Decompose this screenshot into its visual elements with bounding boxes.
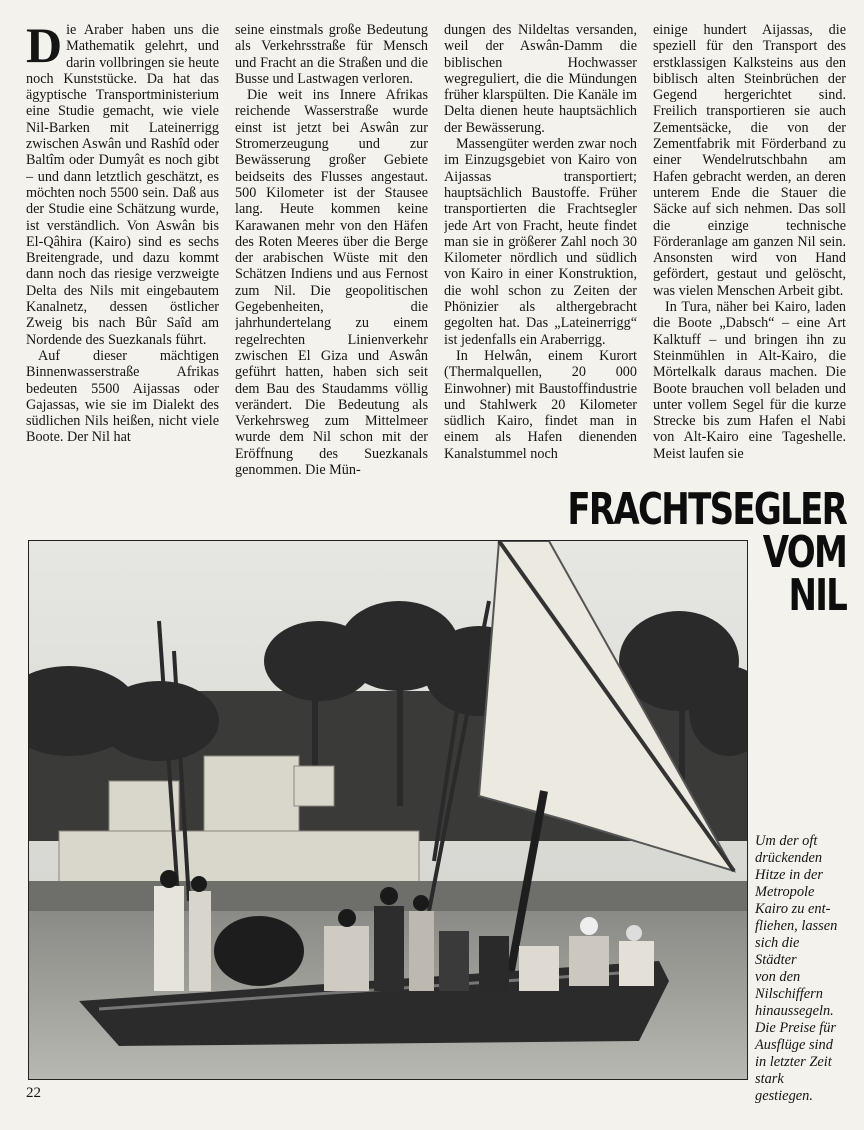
caption-line: fliehen, lassen [755, 918, 838, 934]
caption-line: gestiegen. [755, 1088, 813, 1104]
photo-caption [755, 833, 849, 1105]
article-column-1 [26, 22, 219, 477]
caption-line: Nilschiffern [755, 986, 823, 1002]
article-paragraph: Massengüter werden zwar noch im Einzugsgebiet von Kairo von Aijassas transportiert; hauptsächlich Baustoffe. Früher transportierten die Frachtsegler jede Art von Fracht, heute findet man sie in größerer Zahl noch 30 Kilometer nördlich und südlich von Kairo in einer Konstruktion, die wohl schon zu Zeiten der Phönizier als althergebracht gegolten hat. Das „Lateinerrigg“ ist jedenfalls ein Araberrigg. [444, 136, 637, 348]
caption-line: Kairo zu ent- [755, 901, 831, 917]
caption-line: drückenden [755, 850, 823, 866]
caption-line: Hitze in der [755, 867, 823, 883]
caption-line: Städter [755, 952, 797, 968]
article-paragraph [26, 22, 219, 348]
headline-line-2: VOM [762, 527, 846, 578]
paragraph-text: ie Araber haben uns die Mathematik gelehrt, und darin vollbringen sie heute noch Kunststücke. Da hat das ägyptische Transportministerium eine Studie gemacht, wie viele Nil-Barken mit Lateinerrigg zwischen Aswân und Rashîd oder Baltîm oder Dumyât es noch gibt – und dann letztlich geschätzt, es möchten noch 5500 sein. Daß aus der Studie eine Schätzung wurde, ist verständlich. Von Aswân bis El-Qâhira (Kairo) sind es sechs Breitengrade, und dazu kommt dann noch das riesige verzweigte Delta des Nils mit eingebautem Kanalnetz, dessen östlicher Zweig bis nach Bûr Saîd am Nordende des Suezkanals führt. [26, 22, 219, 348]
headline-line-3: NIL [788, 570, 846, 621]
headline-line-1: FRACHTSEGLER [567, 484, 846, 535]
article-paragraph: In Helwân, einem Kurort (Thermalquellen, 20 000 Einwohner) mit Baustoffindustrie und Stahlwerk 20 Kilometer südlich Kairo, findet man in einem als Hafen dienenden Kanalstummel noch [444, 347, 637, 462]
article-paragraph: seine einstmals große Bedeutung als Verkehrsstraße für Mensch und Fracht an die Straßen und die Busse und Lastwagen verloren. [235, 22, 428, 87]
drop-cap: D [26, 22, 63, 73]
article-paragraph: einige hundert Aijassas, die speziell für den Transport des erstklassigen Kalksteins aus den biblisch alten Steinbrüchen der Gegend hergerichtet sind. Freilich transportieren sie auch Zementsäcke, die von der Zementfabrik mit Förderband zu einer Wendelrutschbahn am Hafen gebracht werden, an deren unterem Ende die Stauer die Säcke auf sich nehmen. Das soll die einzige technische Förderanlage am ganzen Nil sein. Ansonsten wird von Hand gefördert, gestaut und gelöscht, was vielen Menschen Arbeit gibt. [653, 22, 846, 299]
caption-line: Die Preise für [755, 1020, 836, 1036]
caption-line: Ausflüge sind [755, 1037, 833, 1053]
caption-line: von den [755, 969, 801, 985]
page-number: 22 [26, 1085, 41, 1101]
caption-line: in letzter Zeit [755, 1054, 832, 1070]
article-paragraph: dungen des Nildeltas versanden, weil der Aswân-Damm die biblischen Hochwasser wegreguliert, die die Mündungen früher klarspülten. Die Kanäle im Delta dienen heute hauptsächlich der Bewässerung. [444, 22, 637, 136]
caption-line: hinaussegeln. [755, 1003, 834, 1019]
article-paragraph: In Tura, näher bei Kairo, laden die Boote „Dabsch“ – eine Art Kalktuff – und bringen ihn zu Steinmühlen in Alt-Kairo, die Mörtelkalk daraus machen. Die Boote brauchen voll beladen und unter vollem Segel für die kurze Strecke bis zum Hafen el Nabi von Alt-Kairo eine Tageshelle. Meist laufen sie [653, 299, 846, 462]
article-paragraph: Die weit ins Innere Afrikas reichende Wasserstraße wurde einst ist jetzt bei Aswân zur Stromerzeugung und zur Bewässerung großer Gebiete beidseits des Flusses angestaut. 500 Kilometer ist der Stausee lang. Heute kommen keine Karawanen mehr von den Häfen des Roten Meeres über die Berge der arabischen Wüste mit den Schätzen Indiens und aus Fernost zum Nil. Die geopolitischen Gegebenheiten, die jahrhundertelang zu einem regelrechten Linienverkehr zwischen El Giza und Aswân geführt hatten, haben sich seit dem Bau des Staudamms völlig verändert. Die Bedeutung als Verkehrsweg zum Mittelmeer wurde dem Nil schon mit der Eröffnung des Suezkanals genommen. Die Mün- [235, 87, 428, 477]
caption-line: sich die [755, 935, 800, 951]
article-column-2 [235, 22, 428, 477]
article-column-3 [444, 22, 637, 477]
sailboat-photo [28, 540, 748, 1080]
article-column-4 [653, 22, 846, 477]
caption-line: stark [755, 1071, 784, 1087]
caption-line: Um der oft [755, 833, 818, 849]
caption-line: Metropole [755, 884, 815, 900]
article-paragraph: Auf dieser mächtigen Binnenwasserstraße Afrikas bedeuten 5500 Aijassas oder Gajassas, wie sie im Dialekt des südlichen Nils heißen, nicht viele Boote. Der Nil hat [26, 347, 219, 446]
article-columns [26, 22, 846, 477]
